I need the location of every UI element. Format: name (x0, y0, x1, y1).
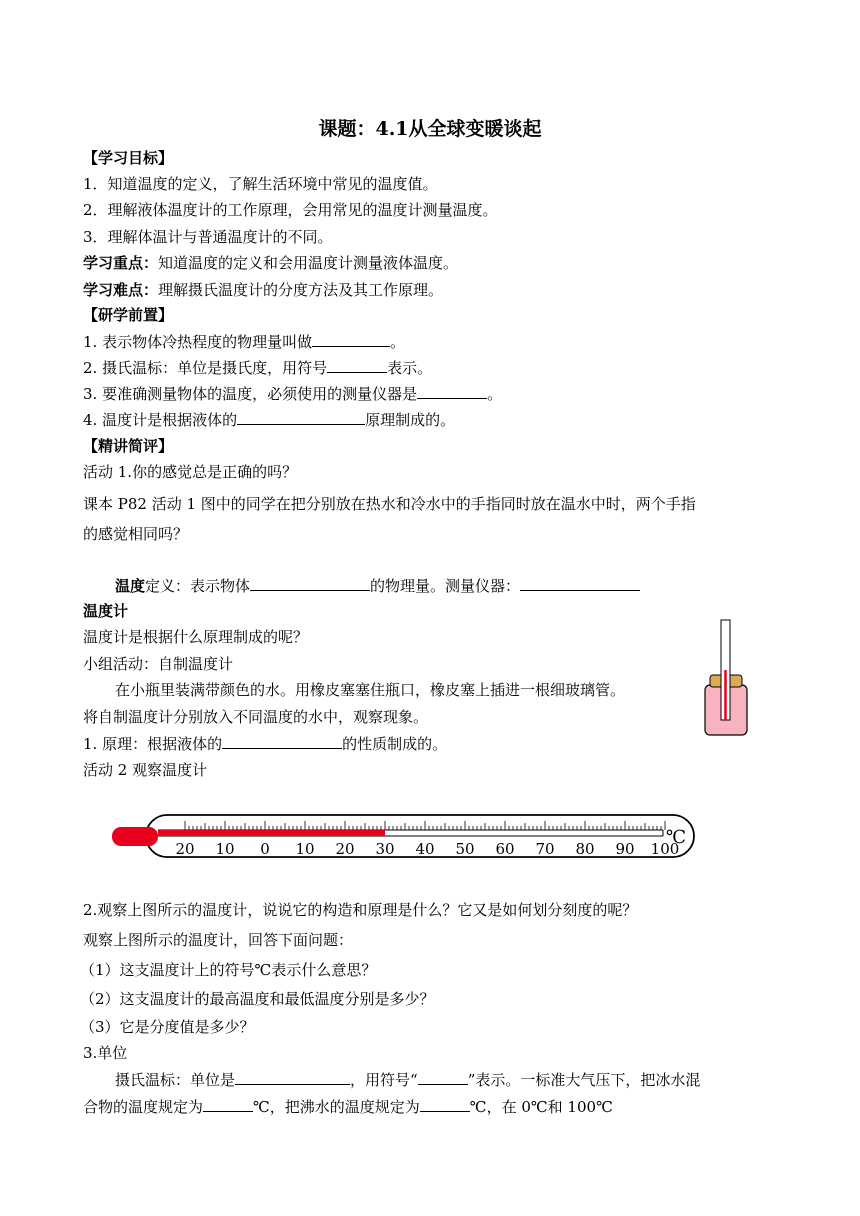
preview-q2-end: 表示。 (387, 359, 433, 377)
key-point-line (83, 253, 458, 273)
celsius-text-e: ℃，把沸水的温度规定为 (253, 1098, 420, 1116)
celsius-text-b: ，用符号“ (350, 1071, 418, 1089)
section-heading-preview: 【研学前置】 (83, 306, 174, 324)
sub-question-3: （3）它是分度值是多少？ (80, 1018, 255, 1036)
liquid-column (158, 830, 385, 836)
tick-label: 30 (375, 840, 395, 858)
answer-blank[interactable] (312, 331, 390, 347)
key-point-label: 学习重点： (83, 254, 159, 272)
answer-blank[interactable] (237, 409, 365, 425)
group-activity: 小组活动：自制温度计 (83, 655, 234, 673)
goal-item-1: 1．知道温度的定义，了解生活环境中常见的温度值。 (83, 175, 438, 193)
preview-q1 (83, 331, 405, 352)
temperature-definition (115, 575, 640, 596)
preview-q3-end: 。 (487, 385, 503, 403)
activity-2-title: 活动 2 观察温度计 (83, 761, 208, 779)
tick-label: 10 (295, 840, 315, 858)
tick-label: 70 (535, 840, 555, 858)
section-heading-goals: 【学习目标】 (83, 149, 174, 167)
definition-text-b: 的物理量。测量仪器： (370, 577, 521, 595)
preview-q2 (83, 357, 432, 378)
preview-q4-text: 4. 温度计是根据液体的 (83, 411, 238, 429)
answer-blank[interactable] (250, 575, 370, 591)
principle-text-a: 1. 原理：根据液体的 (83, 735, 223, 753)
preview-q1-end: 。 (390, 333, 406, 351)
preview-q2-text: 2. 摄氏温标：单位是摄氏度，用符号 (83, 359, 328, 377)
homemade-thermometer-figure (698, 615, 758, 740)
tick-label: 50 (455, 840, 475, 858)
definition-text-a: 定义：表示物体 (145, 577, 251, 595)
preview-q3-text: 3. 要准确测量物体的温度，必须使用的测量仪器是 (83, 385, 418, 403)
principle-fill (83, 733, 447, 754)
activity-1-title: 活动 1.你的感觉总是正确的吗？ (83, 463, 298, 481)
difficulty-label: 学习难点： (83, 281, 159, 299)
tick-label: 40 (415, 840, 435, 858)
answer-blank[interactable] (235, 1069, 350, 1085)
tick-label: 10 (215, 840, 235, 858)
goal-item-3: 3．理解体温计与普通温度计的不同。 (83, 228, 333, 246)
principle-question: 温度计是根据什么原理制成的呢？ (83, 628, 309, 646)
celsius-text-a: 摄氏温标：单位是 (115, 1071, 236, 1089)
answer-blank[interactable] (418, 1069, 468, 1085)
difficulty-text: 理解摄氏温度计的分度方法及其工作原理。 (158, 281, 444, 299)
answer-blank[interactable] (417, 383, 487, 399)
answer-blank[interactable] (520, 575, 640, 591)
tick-label: 0 (260, 840, 270, 858)
page-title: 课题：4.1从全球变暖谈起 (318, 118, 542, 140)
celsius-scale-line1 (115, 1069, 700, 1090)
preview-q4 (83, 409, 455, 430)
preview-q1-text: 1. 表示物体冷热程度的物理量叫做 (83, 333, 313, 351)
unit-heading: 3.单位 (83, 1044, 128, 1062)
thermometer-bulb (112, 827, 158, 846)
tick-label: 20 (335, 840, 355, 858)
tick-label: 20 (175, 840, 195, 858)
preview-q3 (83, 383, 502, 404)
activity-1-para-line1: 课本 P82 活动 1 图中的同学在把分别放在热水和冷水中的手指同时放在温水中时，两个手指 (83, 495, 696, 513)
definition-label: 温度 (115, 577, 146, 595)
celsius-scale-line2 (83, 1096, 613, 1117)
difficulty-line (83, 280, 443, 300)
answer-blank[interactable] (327, 357, 387, 373)
sub-question-1: （1）这支温度计上的符号℃表示什么意思？ (80, 961, 377, 979)
sub-question-2: （2）这支温度计的最高温度和最低温度分别是多少？ (80, 990, 435, 1008)
group-activity-para-line2: 将自制温度计分别放入不同温度的水中，观察现象。 (83, 708, 429, 726)
tick-label: 80 (575, 840, 595, 858)
tick-label: 60 (495, 840, 515, 858)
key-point-text: 知道温度的定义和会用温度计测量液体温度。 (158, 254, 459, 272)
thermometer-heading: 温度计 (83, 602, 129, 620)
tick-label: 100 (650, 840, 680, 858)
preview-q4-end: 原理制成的。 (365, 411, 456, 429)
goal-item-2: 2．理解液体温度计的工作原理，会用常见的温度计测量温度。 (83, 201, 498, 219)
answer-blank[interactable] (203, 1096, 253, 1112)
group-activity-para-line1: 在小瓶里装满带颜色的水。用橡皮塞塞住瓶口，橡皮塞上插进一根细玻璃管。 (115, 681, 626, 699)
section-heading-lecture: 【精讲简评】 (83, 437, 174, 455)
activity-1-para-line2: 的感觉相同吗？ (83, 525, 189, 543)
tick-label: 90 (615, 840, 635, 858)
celsius-text-d: 合物的温度规定为 (83, 1098, 204, 1116)
answer-blank[interactable] (420, 1096, 470, 1112)
observe-intro: 观察上图所示的温度计，回答下面问题： (83, 931, 354, 949)
celsius-text-c: ”表示。一标准大气压下，把冰水混 (467, 1071, 701, 1089)
celsius-text-f: ℃，在 0℃和 100℃ (469, 1098, 613, 1116)
question-2: 2.观察上图所示的温度计，说说它的构造和原理是什么？它又是如何划分刻度的呢？ (83, 901, 638, 919)
principle-text-b: 的性质制成的。 (342, 735, 448, 753)
answer-blank[interactable] (222, 733, 342, 749)
unit-label: ℃ (665, 827, 687, 848)
thermometer-figure (108, 810, 703, 865)
